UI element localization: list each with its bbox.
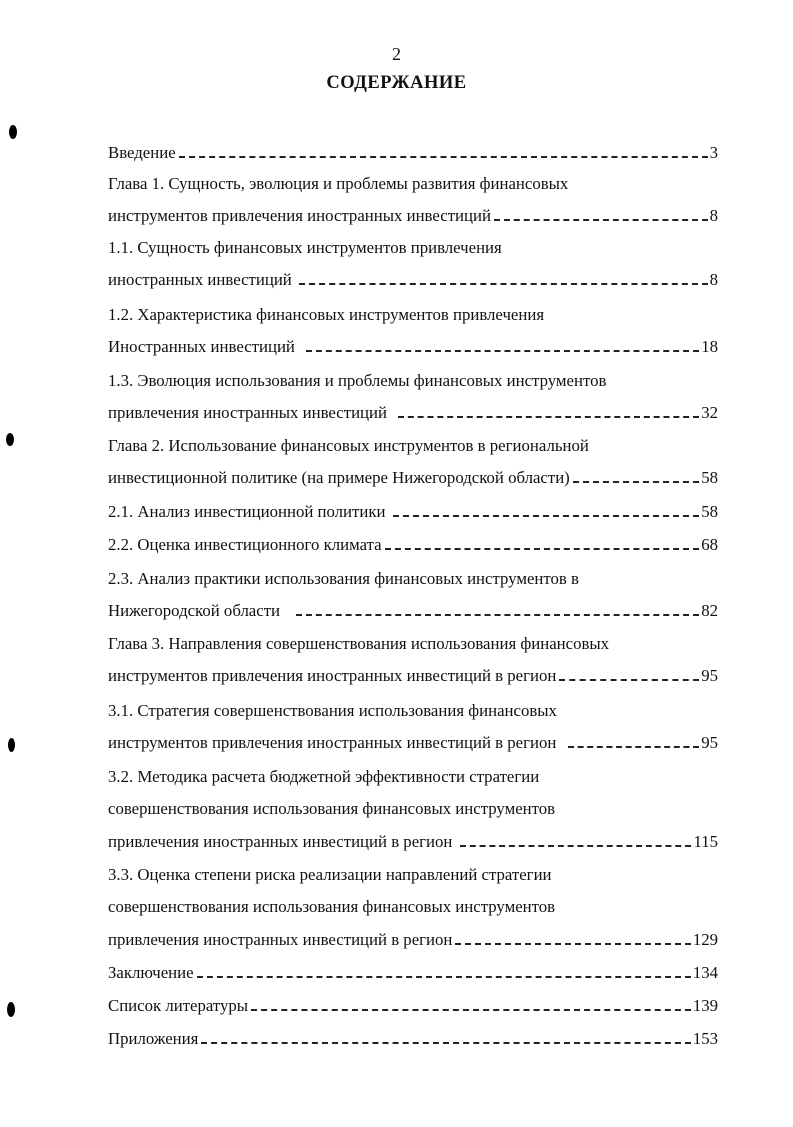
toc-entry-line: [108, 895, 718, 919]
toc-entry: [108, 1027, 718, 1051]
toc-entry-line: [108, 765, 718, 789]
toc-entry: [108, 599, 718, 623]
toc-entry-title: привлечения иностранных инвестиций в регион: [108, 832, 457, 851]
toc-page-number: 95: [701, 733, 718, 752]
toc-entry-title: Глава 2. Использование финансовых инструментов в региональной: [108, 436, 589, 455]
toc-entry-title: инструментов привлечения иностранных инвестиций в регион: [108, 666, 557, 685]
toc-leader-dots: [197, 976, 691, 978]
toc-leader-dots: [385, 548, 700, 550]
toc-entry: [108, 928, 718, 952]
toc-entry: [108, 141, 718, 165]
toc-entry-title: Введение: [108, 143, 176, 162]
toc-entry-title: 1.1. Сущность финансовых инструментов привлечения: [108, 238, 502, 257]
toc-page-number: 58: [701, 468, 718, 487]
toc-page-number: 129: [692, 930, 718, 949]
toc-entry-title: Нижегородской области: [108, 601, 293, 620]
toc-entry-title: привлечения иностранных инвестиций в регион: [108, 930, 453, 949]
toc-entry-title: совершенствования использования финансовых инструментов: [108, 897, 556, 916]
toc-leader-dots: [460, 845, 692, 847]
toc-page-number: 68: [701, 535, 718, 554]
toc-leader-dots: [398, 416, 699, 418]
toc-leader-dots: [455, 943, 690, 945]
page-number: 2: [392, 44, 401, 64]
toc-entry: [108, 335, 718, 359]
toc-entry-title: инструментов привлечения иностранных инвестиций: [108, 206, 491, 225]
toc-entry-title: Приложения: [108, 1029, 199, 1048]
toc-entry-line: [108, 172, 718, 196]
toc-leader-dots: [559, 679, 699, 681]
toc-entry-title: 3.2. Методика расчета бюджетной эффективности стратегии: [108, 767, 540, 786]
toc-entry-line: [108, 699, 718, 723]
toc-page-number: 58: [701, 502, 718, 521]
toc-entry-title: 1.2. Характеристика финансовых инструментов привлечения: [108, 305, 545, 324]
toc-entry: [108, 466, 718, 490]
toc-entry-line: [108, 863, 718, 887]
toc-entry-title: Глава 1. Сущность, эволюция и проблемы развития финансовых: [108, 174, 569, 193]
toc-entry: [108, 830, 718, 854]
toc-entry: [108, 731, 718, 755]
toc-entry-title: совершенствования использования финансовых инструментов: [108, 799, 556, 818]
toc-entry-title: 1.3. Эволюция использования и проблемы финансовых инструментов: [108, 371, 607, 390]
toc-entry-title: привлечения иностранных инвестиций: [108, 403, 396, 422]
page-title: СОДЕРЖАНИЕ: [326, 73, 467, 93]
toc-entry-title: 3.3. Оценка степени риска реализации направлений стратегии: [108, 865, 552, 884]
toc-leader-dots: [251, 1009, 691, 1011]
toc-leader-dots: [306, 350, 699, 352]
toc-page-number: 3: [709, 143, 718, 162]
toc-entry-line: [108, 632, 718, 656]
toc-leader-dots: [568, 746, 699, 748]
toc-leader-dots: [201, 1042, 690, 1044]
toc-entry-title: Глава 3. Направления совершенствования использования финансовых: [108, 634, 610, 653]
toc-entry-title: Заключение: [108, 963, 194, 982]
toc-entry-title: инвестиционной политике (на примере Нижегородской области): [108, 468, 570, 487]
toc-entry-title: 2.2. Оценка инвестиционного климата: [108, 535, 382, 554]
toc-leader-dots: [299, 283, 708, 285]
toc-leader-dots: [573, 481, 699, 483]
toc-entry: [108, 268, 718, 292]
toc-page-number: 18: [701, 337, 718, 356]
toc-page-number: 8: [709, 206, 718, 225]
toc-leader-dots: [296, 614, 700, 616]
toc-page-number: 8: [709, 270, 718, 289]
toc-entry: [108, 204, 718, 228]
toc-page-number: 153: [692, 1029, 718, 1048]
toc-page-number: 82: [701, 601, 718, 620]
toc-entry: [108, 401, 718, 425]
toc-page-number: 115: [693, 832, 718, 851]
toc-leader-dots: [179, 156, 708, 158]
toc-entry: [108, 961, 718, 985]
toc-entry: [108, 994, 718, 1018]
toc-entry-line: [108, 236, 718, 260]
toc-entry: [108, 533, 718, 557]
toc-entry-title: 3.1. Стратегия совершенствования использования финансовых: [108, 701, 557, 720]
toc-entry-title: инструментов привлечения иностранных инвестиций в регион: [108, 733, 565, 752]
toc-entry-title: иностранных инвестиций: [108, 270, 296, 289]
toc-entry-title: Список литературы: [108, 996, 249, 1015]
toc-entry-line: [108, 369, 718, 393]
toc-entry: [108, 664, 718, 688]
toc-entry: [108, 500, 718, 524]
toc-page-number: 139: [692, 996, 718, 1015]
toc-page-number: 32: [701, 403, 718, 422]
toc-page-number: 95: [701, 666, 718, 685]
toc-entry-title: 2.3. Анализ практики использования финансовых инструментов в: [108, 569, 579, 588]
toc-leader-dots: [393, 515, 700, 517]
toc-entry-line: [108, 434, 718, 458]
toc-entry-line: [108, 797, 718, 821]
toc-leader-dots: [494, 219, 708, 221]
toc-page-number: 134: [692, 963, 718, 982]
toc-entry-title: 2.1. Анализ инвестиционной политики: [108, 502, 390, 521]
toc-entry-line: [108, 303, 718, 327]
toc-entry-title: Иностранных инвестиций: [108, 337, 304, 356]
toc-entry-line: [108, 567, 718, 591]
